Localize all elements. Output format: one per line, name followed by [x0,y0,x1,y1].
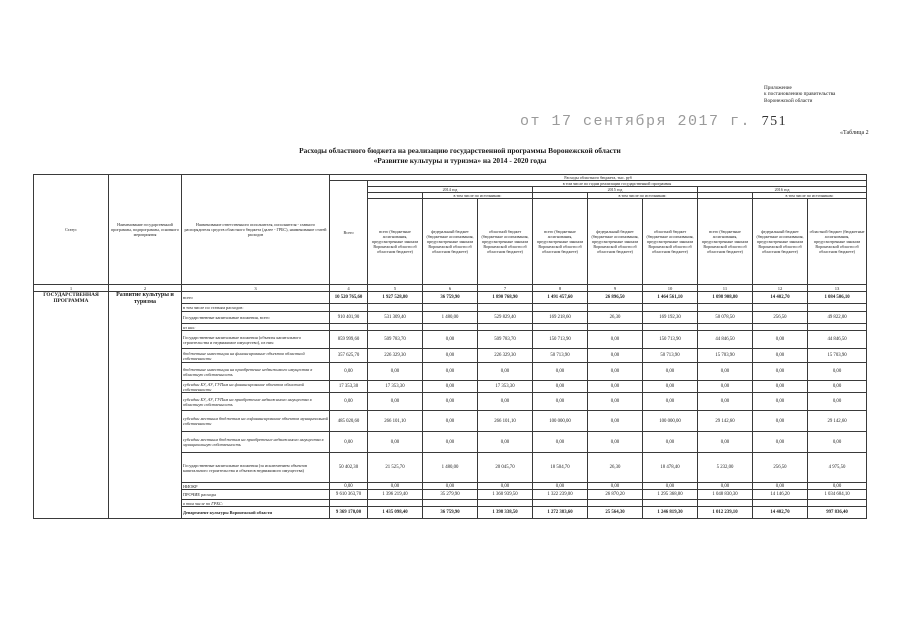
value-cell [643,324,698,331]
value-cell: 0,00 [330,363,368,381]
value-cell [698,304,753,312]
value-cell: 14 146,20 [753,490,808,500]
value-cell [643,500,698,507]
header-col-regional: областной бюджет (бюджетные ассигнования, предусмотренные законом Воронежской области об областном бюджете) [808,199,867,285]
value-cell: 0,00 [753,483,808,490]
value-cell: 0,00 [753,349,808,363]
value-cell [698,324,753,331]
value-cell: 509 783,70 [478,331,533,349]
value-cell: 36 759,90 [423,292,478,304]
value-cell: 266 101,10 [368,411,423,432]
value-cell: 25 564,30 [588,507,643,519]
row-label: Департамент культуры Воронежской области [182,507,330,519]
col-number: 9 [588,285,643,292]
value-cell: 49 822,00 [808,312,867,324]
value-cell [753,500,808,507]
value-cell: 26 896,50 [588,292,643,304]
value-cell: 997 836,40 [808,507,867,519]
value-cell: 9 610 363,70 [330,490,368,500]
row-label: в том числе по статьям расходов: [182,304,330,312]
value-cell: 1 435 098,40 [368,507,423,519]
header-expenses: Расходы областного бюджета, тыс. руб [330,175,867,181]
value-cell: 0,00 [478,393,533,411]
appendix-note [764,85,835,104]
value-cell: 1 480,00 [423,453,478,483]
value-cell: 50 078,50 [698,312,753,324]
registration-stamp [520,113,787,130]
value-cell: 1 012 239,10 [698,507,753,519]
col-number: 5 [368,285,423,292]
value-cell [423,500,478,507]
header-name: Наименование государственной программы, подпрограммы, основного мероприятия [109,175,182,285]
value-cell: 26 870,20 [588,490,643,500]
value-cell: 0,00 [808,363,867,381]
value-cell: 0,00 [423,432,478,453]
value-cell: 0,00 [808,483,867,490]
value-cell: 859 999,60 [330,331,368,349]
value-cell: 485 020,60 [330,411,368,432]
value-cell: 0,00 [753,393,808,411]
header-sources-2014: в том числе по источникам: [423,193,533,199]
value-cell: 0,00 [588,363,643,381]
value-cell: 0,00 [753,331,808,349]
value-cell: 0,00 [330,483,368,490]
value-cell: 0,00 [423,411,478,432]
value-cell: 17 353,30 [478,381,533,393]
value-cell: 1 322 239,00 [533,490,588,500]
value-cell: 0,00 [533,381,588,393]
value-cell: 0,00 [588,331,643,349]
value-cell: 0,00 [533,363,588,381]
col-number: 8 [533,285,588,292]
value-cell: 0,00 [753,432,808,453]
value-cell: 50 402,30 [330,453,368,483]
value-cell [753,304,808,312]
value-cell: 0,00 [753,363,808,381]
value-cell: 0,00 [533,393,588,411]
value-cell: 1 464 561,10 [643,292,698,304]
col-number: 13 [808,285,867,292]
value-cell: 100 000,00 [533,411,588,432]
value-cell [368,500,423,507]
row-label: НИОКР [182,483,330,490]
value-cell: 1 398 338,50 [478,507,533,519]
row-label: Государственные капитальные вложения (объекты капитального строительства и недвижимое имущество), из них: [182,331,330,349]
value-cell: 169 192,30 [643,312,698,324]
header-col-federal: федеральный бюджет (бюджетные ассигнования, предусмотренные законом Воронежской области об областном бюджете) [588,199,643,285]
value-cell: 0,00 [330,393,368,411]
value-cell [808,304,867,312]
header-executor: Наименование ответственного исполнителя, исполнителя - главного распорядителя средств областного бюджета (далее - ГРБС), наименование статей расходов [182,175,330,285]
value-cell: 1 034 684,10 [808,490,867,500]
header-col-total: всего (бюджетные ассигнования, предусмотренные законом Воронежской области об областном бюджете) [368,199,423,285]
value-cell: 531 309,40 [368,312,423,324]
header-year-2016: 2016 год [698,187,867,193]
value-cell: 0,00 [533,483,588,490]
value-cell: 0,00 [368,432,423,453]
value-cell: 0,00 [698,483,753,490]
value-cell: 26,30 [588,453,643,483]
value-cell: 35 279,90 [423,490,478,500]
value-cell: 0,00 [698,432,753,453]
document-subtitle: «Развитие культуры и туризма» на 2014 - 2020 годы [373,156,547,165]
value-cell [533,500,588,507]
value-cell: 1 491 457,60 [533,292,588,304]
value-cell: 0,00 [533,432,588,453]
value-cell: 0,00 [368,363,423,381]
row-label: Государственные капитальные вложения (за исключением объектов капитального строительства и объектов недвижимого имущества) [182,453,330,483]
value-cell: 509 783,70 [368,331,423,349]
header-total: Всего [330,181,368,285]
value-cell: 529 829,40 [478,312,533,324]
appendix-line: Воронежской области [764,97,813,104]
value-cell [478,304,533,312]
value-cell: 1 295 368,80 [643,490,698,500]
value-cell: 0,00 [808,381,867,393]
value-cell: 1 890 768,90 [478,292,533,304]
row-label: бюджетные инвестиции на финансирование объектов областной собственности [182,349,330,363]
value-cell [423,304,478,312]
value-cell: 20 045,70 [478,453,533,483]
value-cell: 357 625,70 [330,349,368,363]
header-col-regional: областной бюджет (бюджетные ассигнования, предусмотренные законом Воронежской области об областном бюджете) [643,199,698,285]
row-label: из них: [182,324,330,331]
value-cell [330,500,368,507]
document-title: Расходы областного бюджета на реализацию государственной программы Воронежской области [299,146,621,155]
value-cell: 1 360 939,50 [478,490,533,500]
stamp-date: от 17 сентября 2017 г. [520,113,752,130]
value-cell: 18 504,70 [533,453,588,483]
value-cell: 1 098 908,80 [698,292,753,304]
row-label: в том числе по ГРБС: [182,500,330,507]
value-cell: 18 478,40 [643,453,698,483]
value-cell: 4 975,50 [808,453,867,483]
value-cell: 29 142,60 [808,411,867,432]
value-cell: 1 246 819,30 [643,507,698,519]
row-label: субсидии БУ, АУ, ГУПам на приобретение недвижимого имущества в областную собственность [182,393,330,411]
value-cell: 1 480,00 [423,312,478,324]
value-cell [588,324,643,331]
header-col-total: всего (бюджетные ассигнования, предусмотренные законом Воронежской области об областном бюджете) [698,199,753,285]
header-col-federal: федеральный бюджет (бюджетные ассигнования, предусмотренные законом Воронежской области об областном бюджете) [753,199,808,285]
value-cell: 36 759,90 [423,507,478,519]
value-cell: 0,00 [643,393,698,411]
row-label: всего [182,292,330,304]
header-sources-2015: в том числе по источникам: [588,193,698,199]
value-cell: 14 402,70 [753,292,808,304]
value-cell [368,324,423,331]
value-cell [533,324,588,331]
value-cell: 0,00 [478,363,533,381]
value-cell [808,500,867,507]
value-cell: 256,50 [753,453,808,483]
value-cell: 29 142,60 [698,411,753,432]
value-cell: 10 520 765,60 [330,292,368,304]
value-cell: 5 232,00 [698,453,753,483]
value-cell [698,500,753,507]
value-cell: 15 703,90 [698,349,753,363]
col-number: 4 [330,285,368,292]
value-cell: 0,00 [588,393,643,411]
header-status: Статус [34,175,109,285]
value-cell: 169 218,60 [533,312,588,324]
value-cell: 1 272 383,60 [533,507,588,519]
column-number-row [34,285,867,292]
value-cell: 0,00 [478,432,533,453]
value-cell: 266 101,10 [478,411,533,432]
value-cell: 1 084 506,10 [808,292,867,304]
value-cell: 17 353,30 [330,381,368,393]
value-cell: 15 703,90 [808,349,867,363]
row-label: субсидии БУ, АУ, ГУПам на финансирование объектов областной собственности [182,381,330,393]
value-cell [533,304,588,312]
value-cell: 0,00 [753,381,808,393]
status-cell: ГОСУДАРСТВЕННАЯ ПРОГРАММА [34,292,109,519]
col-number: 2 [109,285,182,292]
header-col-total: всего (бюджетные ассигнования, предусмотренные законом Воронежской области об областном бюджете) [533,199,588,285]
value-cell: 26,30 [588,312,643,324]
value-cell: 9 369 170,00 [330,507,368,519]
header-by-years: в том числе по годам реализации государственной программы [368,181,867,187]
value-cell: 0,00 [478,483,533,490]
value-cell [588,500,643,507]
value-cell: 21 525,70 [368,453,423,483]
row-label: субсидии местным бюджетам на софинансирование объектов муниципальной собственности [182,411,330,432]
value-cell: 0,00 [588,411,643,432]
value-cell: 0,00 [368,393,423,411]
value-cell: 0,00 [643,483,698,490]
value-cell: 1 048 830,30 [698,490,753,500]
value-cell: 0,00 [330,432,368,453]
table-number: «Таблица 2 [840,130,869,136]
header-col-federal: федеральный бюджет (бюджетные ассигнования, предусмотренные законом Воронежской области об областном бюджете) [423,199,478,285]
value-cell: 0,00 [643,432,698,453]
value-cell: 0,00 [753,411,808,432]
col-number: 10 [643,285,698,292]
value-cell: 0,00 [808,393,867,411]
stamp-number: 751 [761,114,788,129]
col-number: 11 [698,285,753,292]
value-cell: 1 396 219,40 [368,490,423,500]
value-cell: 0,00 [588,381,643,393]
row-label: субсидии местным бюджетам на приобретение недвижимого имущества в муниципальную собственность [182,432,330,453]
row-label: бюджетные инвестиции на приобретение недвижимого имущества в областную собственность [182,363,330,381]
value-cell: 50 713,90 [533,349,588,363]
value-cell [588,304,643,312]
header-col-regional: областной бюджет (бюджетные ассигнования, предусмотренные законом Воронежской области об областном бюджете) [478,199,533,285]
value-cell [478,324,533,331]
row-label: ПРОЧИЕ расходы [182,490,330,500]
col-number: 1 [34,285,109,292]
col-number: 6 [423,285,478,292]
value-cell: 0,00 [698,393,753,411]
value-cell: 226 329,30 [368,349,423,363]
value-cell: 0,00 [588,432,643,453]
value-cell: 44 846,50 [808,331,867,349]
value-cell [330,304,368,312]
value-cell: 17 353,30 [368,381,423,393]
header-year-2015: 2015 год [533,187,698,193]
value-cell: 226 329,30 [478,349,533,363]
value-cell: 0,00 [808,432,867,453]
col-number: 7 [478,285,533,292]
value-cell: 0,00 [368,483,423,490]
value-cell: 100 000,00 [643,411,698,432]
value-cell: 50 713,90 [643,349,698,363]
row-label: Государственные капитальные вложения, всего [182,312,330,324]
value-cell [808,324,867,331]
value-cell [368,304,423,312]
value-cell: 256,50 [753,312,808,324]
value-cell: 0,00 [423,349,478,363]
appendix-line: к постановлению правительства [764,91,836,98]
value-cell: 910 401,90 [330,312,368,324]
value-cell [643,304,698,312]
value-cell: 0,00 [643,381,698,393]
value-cell: 0,00 [643,363,698,381]
value-cell: 0,00 [423,483,478,490]
value-cell: 0,00 [423,331,478,349]
value-cell [478,500,533,507]
header-year-2014: 2014 год [368,187,533,193]
value-cell: 0,00 [423,393,478,411]
value-cell: 0,00 [698,381,753,393]
value-cell [330,324,368,331]
col-number: 3 [182,285,330,292]
header-sources-2016: в том числе по источникам: [753,193,867,199]
value-cell: 14 402,70 [753,507,808,519]
value-cell: 150 713,90 [643,331,698,349]
value-cell [753,324,808,331]
value-cell [423,324,478,331]
appendix-line: Приложение [764,85,792,91]
value-cell: 0,00 [423,381,478,393]
value-cell: 0,00 [423,363,478,381]
value-cell: 1 927 528,80 [368,292,423,304]
value-cell: 0,00 [698,363,753,381]
col-number: 12 [753,285,808,292]
program-cell: Развитие культуры и туризма [109,292,182,519]
value-cell: 150 713,90 [533,331,588,349]
value-cell: 0,00 [588,483,643,490]
value-cell: 0,00 [588,349,643,363]
table-row [34,292,867,304]
expenses-table [33,174,867,519]
value-cell: 44 846,50 [698,331,753,349]
